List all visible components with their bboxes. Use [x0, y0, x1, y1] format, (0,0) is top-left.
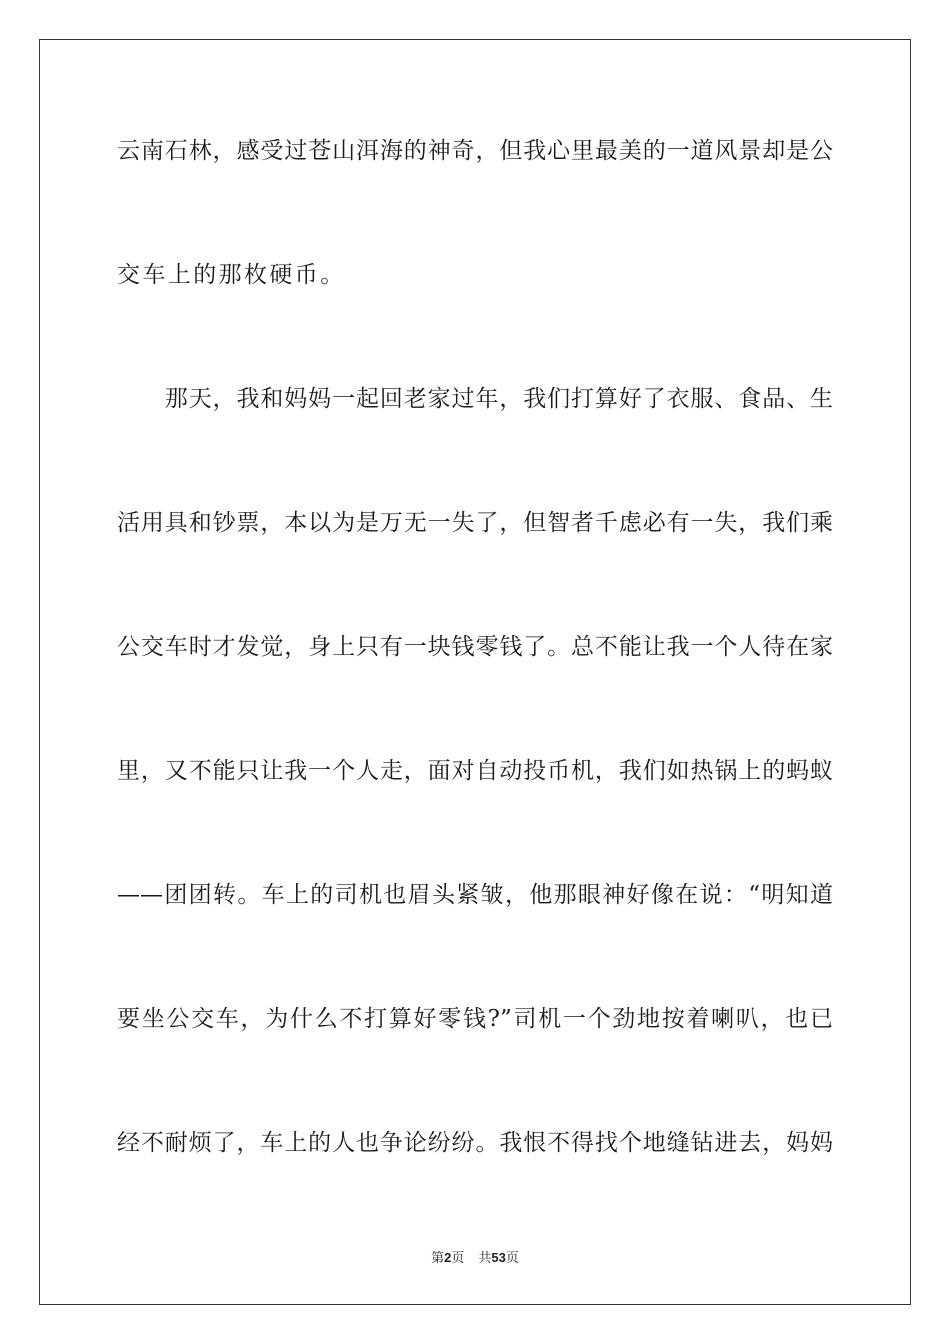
page-border [39, 39, 911, 1305]
text-line-6: 里，又不能只让我一个人走，面对自动投币机，我们如热锅上的蚂蚁 [117, 758, 833, 784]
text-line-4: 活用具和钞票，本以为是万无一失了，但智者千虑必有一失，我们乘 [117, 510, 833, 536]
text-line-1: 云南石林，感受过苍山洱海的神奇，但我心里最美的一道风景却是公 [117, 138, 833, 164]
total-suffix: 页 [505, 1251, 519, 1266]
text-line-2: 交车上的那枚硬币。 [117, 262, 346, 288]
total-prefix: 共 [478, 1251, 492, 1266]
text-line-3: 那天，我和妈妈一起回老家过年，我们打算好了衣服、食品、生 [117, 386, 833, 412]
text-line-7: ——团团转。车上的司机也眉头紧皱，他那眼神好像在说：“明知道 [117, 882, 833, 908]
page-footer [0, 1247, 950, 1266]
text-line-5: 公交车时才发觉，身上只有一块钱零钱了。总不能让我一个人待在家 [117, 634, 833, 660]
page-suffix: 页 [451, 1251, 465, 1266]
text-line-9: 经不耐烦了，车上的人也争论纷纷。我恨不得找个地缝钻进去，妈妈 [117, 1130, 833, 1156]
page-number: 2 [444, 1250, 452, 1265]
page-prefix: 第 [431, 1251, 445, 1266]
total-pages: 53 [491, 1250, 506, 1265]
text-line-8: 要坐公交车，为什么不打算好零钱?”司机一个劲地按着喇叭，也已 [117, 1006, 833, 1032]
